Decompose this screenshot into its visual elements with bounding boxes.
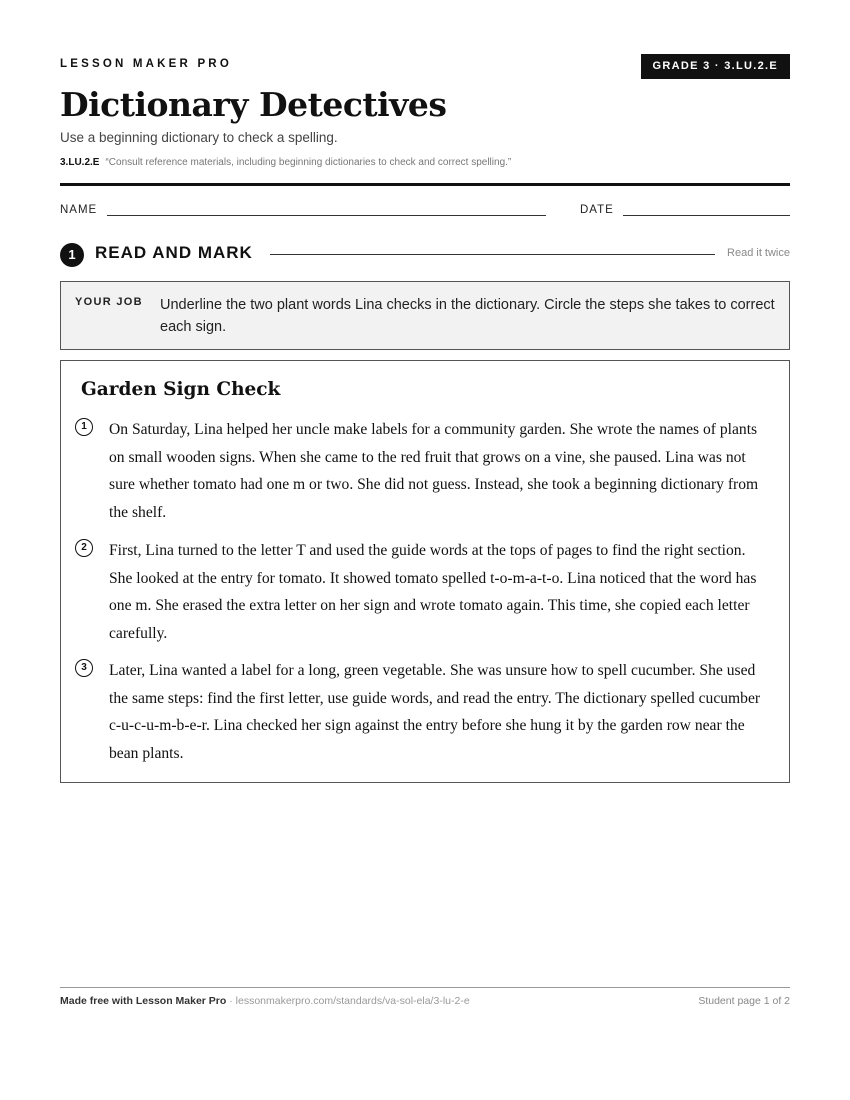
standard-line — [60, 157, 511, 168]
date-label: DATE — [580, 204, 614, 216]
grade-badge: GRADE 3 · 3.LU.2.E — [641, 54, 790, 79]
page-subtitle: Use a beginning dictionary to check a spelling. — [60, 130, 338, 145]
footer-divider — [60, 987, 790, 988]
date-field[interactable] — [623, 215, 790, 216]
paragraph-number-icon: 3 — [75, 659, 93, 677]
job-text: Underline the two plant words Lina checks in the dictionary. Circle the steps she takes to correct each sign. — [160, 297, 775, 335]
job-label: YOUR JOB — [75, 296, 143, 308]
paragraph-text: Later, Lina wanted a label for a long, green vegetable. She was unsure how to spell cucumber. She used the same steps: find the first letter, use guide words, and read the entry. The dictionary spelled cucumber c-u-c-u-m-b-e-r. Lina checked her sign against the entry before she hung it by the garden row near the bean plants. — [109, 662, 761, 762]
name-label: NAME — [60, 204, 98, 216]
job-instructions-box — [60, 281, 790, 350]
section-title: READ AND MARK — [95, 243, 253, 262]
standard-code: 3.LU.2.E — [60, 157, 100, 168]
footer-credit — [60, 995, 470, 1007]
header-divider — [60, 183, 790, 186]
paragraph-text: On Saturday, Lina helped her uncle make labels for a community garden. She wrote the names of plants on small wooden signs. When she came to the red fruit that grows on a vine, she paused. Lina was not sure whether tomato had one m or two. She did not guess. Instead, she took a beginning dictionary from the shelf. — [109, 421, 759, 521]
standard-text: “Consult reference materials, including beginning dictionaries to check and correct spelling.” — [105, 157, 512, 168]
brand-name: LESSON MAKER PRO — [60, 58, 232, 70]
passage-title: Garden Sign Check — [81, 379, 281, 400]
footer-url: · lessonmakerpro.com/standards/va-sol-ela/3-lu-2-e — [226, 995, 470, 1007]
paragraph-number-icon: 2 — [75, 539, 93, 557]
page-indicator: Student page 1 of 2 — [698, 995, 790, 1007]
paragraph-text: First, Lina turned to the letter T and used the guide words at the tops of pages to find the right section. She looked at the entry for tomato. It showed tomato spelled t-o-m-a-t-o. Lina noticed that the word has one m. She erased the extra letter on her sign and wrote tomato again. This time, she copied each letter carefully. — [109, 542, 757, 642]
page-title: Dictionary Detectives — [60, 85, 447, 124]
section-divider — [270, 254, 715, 255]
name-field[interactable] — [107, 215, 546, 216]
section-number-badge: 1 — [60, 243, 84, 267]
footer-brand: Made free with Lesson Maker Pro — [60, 995, 227, 1007]
paragraph-number-icon: 1 — [75, 418, 93, 436]
section-note: Read it twice — [727, 247, 790, 259]
reading-passage-box — [60, 360, 790, 783]
